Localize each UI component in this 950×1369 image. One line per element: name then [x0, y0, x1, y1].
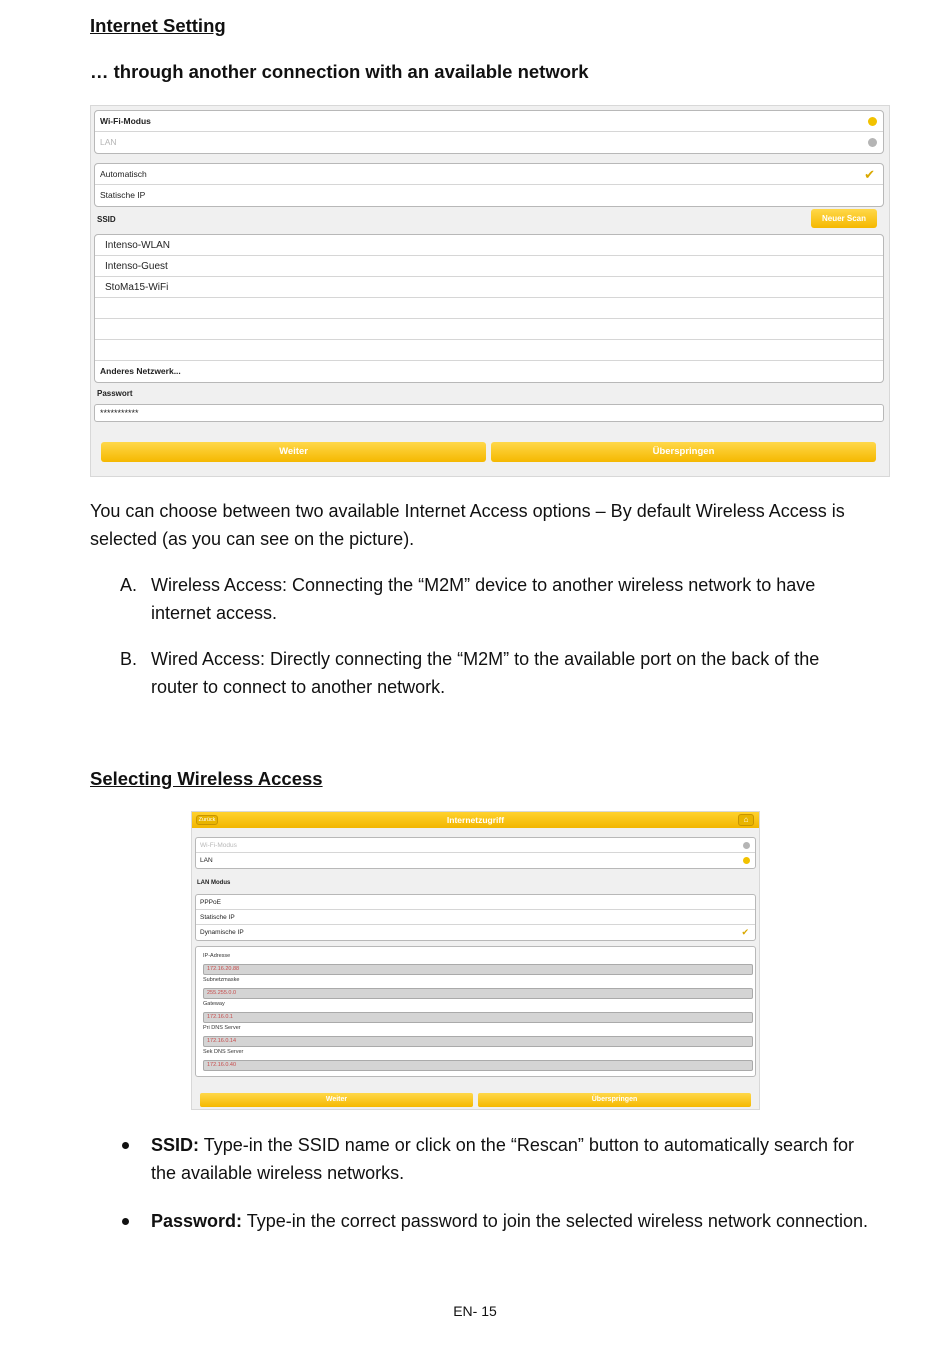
network-item[interactable]: Intenso-Guest [95, 256, 883, 277]
subheading-another-connection: … through another connection with an available network [90, 61, 589, 82]
lan-mode-group [195, 894, 756, 941]
lan-row-static[interactable] [196, 910, 755, 925]
network-list [94, 234, 884, 383]
section-heading-internet-setting: Internet Setting [90, 15, 226, 36]
checkmark-icon: ✔ [864, 167, 875, 182]
network-item-empty [95, 319, 883, 340]
mode-row-lan[interactable] [95, 132, 883, 153]
secondary-dns-label: Sek DNS Server [203, 1049, 244, 1055]
ssid-label: SSID [97, 215, 116, 224]
network-item-empty [95, 340, 883, 361]
ip-row-label: Statische IP [100, 190, 146, 200]
skip-button[interactable]: Überspringen [478, 1093, 751, 1107]
primary-dns-field[interactable]: 172.16.0.14 [203, 1036, 753, 1047]
ip-row-automatic[interactable] [95, 164, 883, 185]
password-label: Passwort [97, 389, 133, 398]
lan-row-pppoe[interactable] [196, 895, 755, 910]
screenshot-wifi-settings [90, 105, 890, 477]
ip-row-label: Automatisch [100, 169, 147, 179]
lan-row-dynamic[interactable] [196, 925, 755, 940]
mode-row-label: LAN [200, 857, 213, 864]
gateway-field[interactable]: 172.16.0.1 [203, 1012, 753, 1023]
network-item-empty [95, 298, 883, 319]
screenshot-lan-settings [191, 811, 760, 1110]
bullet-icon [122, 1218, 129, 1225]
mode-row-wifi[interactable] [95, 111, 883, 132]
bullet-text: Type-in the correct password to join the selected wireless network connection. [242, 1211, 869, 1231]
home-icon[interactable]: ⌂ [738, 814, 754, 826]
list-marker: B. [120, 649, 138, 669]
page-number: EN- 15 [453, 1303, 497, 1319]
subnet-mask-label: Subnetzmaske [203, 977, 240, 983]
lan-mode-label: LAN Modus [197, 880, 231, 886]
mode-selector-group [94, 110, 884, 154]
mode-row-label: Wi-Fi-Modus [200, 842, 237, 849]
other-network-item[interactable]: Anderes Netzwerk... [100, 366, 181, 376]
network-item[interactable]: Intenso-WLAN [95, 235, 883, 256]
list-text: Wireless Access: Connecting the “M2M” device to another wireless network to have internet access. [151, 575, 816, 623]
bullet-term: Password: [151, 1211, 243, 1231]
back-button[interactable]: Zurück [196, 815, 218, 825]
primary-dns-label: Pri DNS Server [203, 1025, 241, 1031]
ip-row-static[interactable] [95, 185, 883, 206]
app-header [192, 812, 759, 828]
mode-row-lan[interactable] [196, 853, 755, 868]
skip-button[interactable]: Überspringen [491, 442, 876, 462]
list-text: Wired Access: Directly connecting the “M2M” to the available port on the back of the router to connect to another network. [151, 649, 820, 697]
mode-row-label: LAN [100, 137, 117, 147]
lan-row-label: Dynamische IP [200, 929, 244, 936]
next-button[interactable]: Weiter [200, 1093, 473, 1107]
radio-indicator-icon [743, 857, 750, 864]
ip-address-label: IP-Adresse [203, 953, 231, 959]
checkmark-icon: ✔ [741, 927, 749, 937]
ip-settings-box [195, 946, 756, 1077]
list-marker: A. [120, 575, 138, 595]
secondary-dns-field[interactable]: 172.16.0.40 [203, 1060, 753, 1071]
gateway-label: Gateway [203, 1001, 225, 1007]
mode-row-label: Wi-Fi-Modus [100, 116, 151, 126]
next-button[interactable]: Weiter [101, 442, 486, 462]
intro-paragraph: You can choose between two available Internet Access options – By default Wireless Access is selected (as you can see on the picture). [90, 501, 845, 549]
lan-row-label: Statische IP [200, 914, 235, 921]
ip-address-field[interactable]: 172.16.20.88 [203, 964, 753, 975]
password-field[interactable]: *********** [94, 404, 884, 422]
radio-indicator-icon [868, 117, 877, 126]
rescan-button[interactable]: Neuer Scan [811, 209, 877, 228]
section-heading-wireless-access: Selecting Wireless Access [90, 768, 323, 789]
header-title: Internetzugriff [446, 815, 505, 825]
radio-indicator-icon [868, 138, 877, 147]
bullet-term: SSID: [151, 1135, 200, 1155]
radio-indicator-icon [743, 842, 750, 849]
network-item[interactable]: StoMa15-WiFi [95, 277, 883, 298]
bullet-text: Type-in the SSID name or click on the “Rescan” button to automatically search for the available wireless networks. [151, 1135, 854, 1183]
mode-selector-group [195, 837, 756, 869]
subnet-mask-field[interactable]: 255.255.0.0 [203, 988, 753, 999]
ip-mode-group [94, 163, 884, 207]
mode-row-wifi[interactable] [196, 838, 755, 853]
lan-row-label: PPPoE [200, 899, 221, 906]
bullet-icon [122, 1142, 129, 1149]
